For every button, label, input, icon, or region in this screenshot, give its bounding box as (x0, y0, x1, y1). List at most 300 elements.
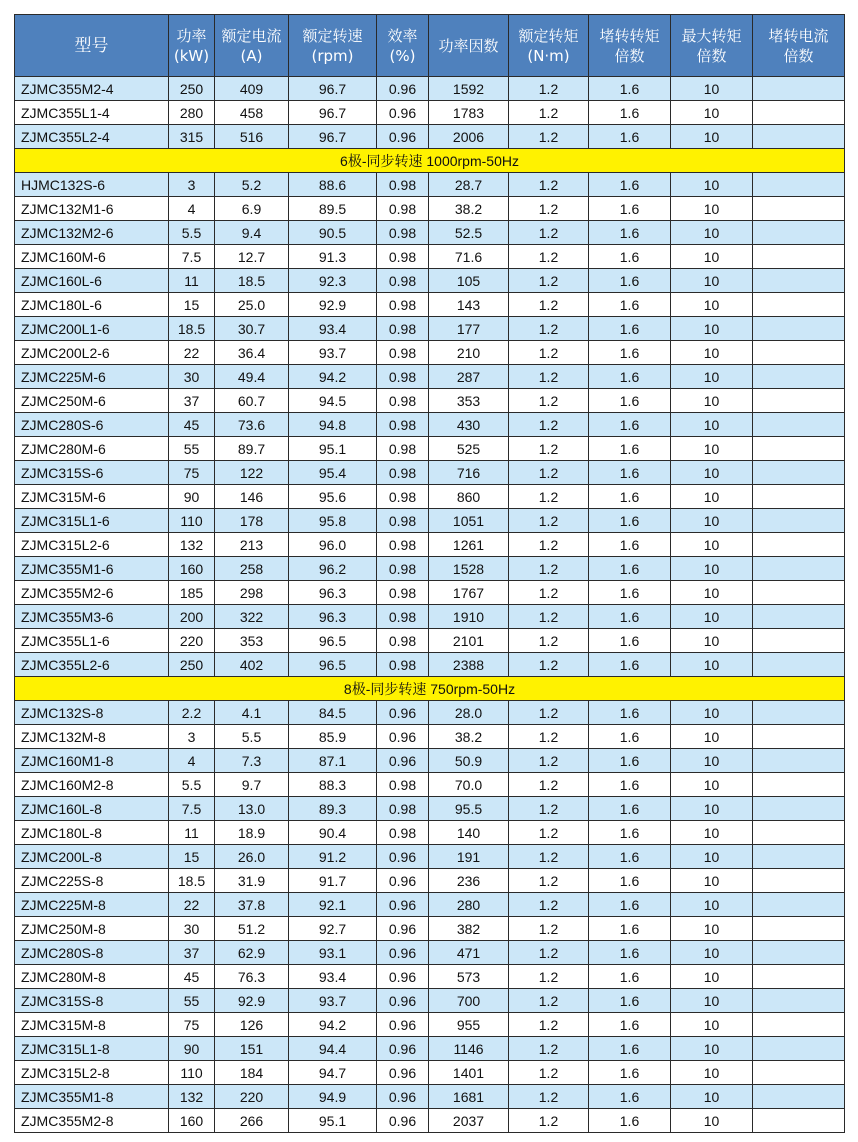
cell-max-torque: 10 (671, 413, 753, 437)
table-row (15, 365, 845, 389)
cell-model: ZJMC160L-8 (15, 797, 169, 821)
cell-power: 55 (169, 437, 215, 461)
table-row (15, 893, 845, 917)
cell-model: ZJMC225M-6 (15, 365, 169, 389)
cell-model: ZJMC280S-8 (15, 941, 169, 965)
cell-speed: 87.1 (289, 749, 377, 773)
cell-max-torque: 10 (671, 941, 753, 965)
cell-speed: 96.3 (289, 581, 377, 605)
cell-speed: 96.3 (289, 605, 377, 629)
cell-rated-torque: 1.2 (509, 1037, 589, 1061)
cell-locked-torque: 1.6 (589, 965, 671, 989)
header-rated-speed: 额定转速 (rpm) (289, 15, 377, 77)
table-row (15, 269, 845, 293)
cell-model: ZJMC225S-8 (15, 869, 169, 893)
cell-locked-torque: 1.6 (589, 845, 671, 869)
cell-locked-torque: 1.6 (589, 269, 671, 293)
cell-power-factor: 177 (429, 317, 509, 341)
table-row (15, 629, 845, 653)
cell-max-torque: 10 (671, 1061, 753, 1085)
cell-locked-current (753, 773, 845, 797)
cell-max-torque: 10 (671, 317, 753, 341)
cell-power: 37 (169, 389, 215, 413)
cell-current: 409 (215, 77, 289, 101)
cell-max-torque: 10 (671, 389, 753, 413)
header-rated-torque: 额定转矩 (N·m) (509, 15, 589, 77)
header-locked-rotor-torque: 堵转转矩 倍数 (589, 15, 671, 77)
cell-power-factor: 52.5 (429, 221, 509, 245)
cell-locked-torque: 1.6 (589, 797, 671, 821)
cell-efficiency: 0.98 (377, 197, 429, 221)
table-row (15, 917, 845, 941)
cell-locked-current (753, 749, 845, 773)
cell-locked-torque: 1.6 (589, 485, 671, 509)
cell-efficiency: 0.96 (377, 989, 429, 1013)
cell-efficiency: 0.98 (377, 557, 429, 581)
cell-speed: 96.2 (289, 557, 377, 581)
cell-locked-torque: 1.6 (589, 293, 671, 317)
cell-power: 15 (169, 845, 215, 869)
cell-efficiency: 0.98 (377, 485, 429, 509)
cell-efficiency: 0.96 (377, 125, 429, 149)
cell-power-factor: 287 (429, 365, 509, 389)
cell-power: 18.5 (169, 317, 215, 341)
cell-speed: 92.9 (289, 293, 377, 317)
table-row (15, 1109, 845, 1133)
cell-power-factor: 1146 (429, 1037, 509, 1061)
cell-current: 4.1 (215, 701, 289, 725)
section-header-row (15, 149, 845, 173)
cell-rated-torque: 1.2 (509, 389, 589, 413)
cell-power: 5.5 (169, 773, 215, 797)
cell-efficiency: 0.98 (377, 533, 429, 557)
table-row (15, 989, 845, 1013)
table-row (15, 605, 845, 629)
cell-model: ZJMC160M1-8 (15, 749, 169, 773)
cell-locked-current (753, 1109, 845, 1133)
cell-max-torque: 10 (671, 173, 753, 197)
cell-efficiency: 0.98 (377, 461, 429, 485)
cell-efficiency: 0.98 (377, 773, 429, 797)
cell-efficiency: 0.96 (377, 701, 429, 725)
cell-power-factor: 2037 (429, 1109, 509, 1133)
cell-model: ZJMC315S-8 (15, 989, 169, 1013)
cell-locked-torque: 1.6 (589, 533, 671, 557)
cell-power-factor: 2388 (429, 653, 509, 677)
cell-locked-current (753, 605, 845, 629)
cell-current: 298 (215, 581, 289, 605)
cell-max-torque: 10 (671, 749, 753, 773)
table-row (15, 77, 845, 101)
cell-current: 458 (215, 101, 289, 125)
cell-current: 353 (215, 629, 289, 653)
cell-efficiency: 0.98 (377, 413, 429, 437)
cell-rated-torque: 1.2 (509, 509, 589, 533)
cell-power: 132 (169, 533, 215, 557)
table-row (15, 461, 845, 485)
cell-efficiency: 0.96 (377, 725, 429, 749)
cell-current: 146 (215, 485, 289, 509)
cell-power-factor: 28.0 (429, 701, 509, 725)
cell-rated-torque: 1.2 (509, 581, 589, 605)
cell-speed: 94.4 (289, 1037, 377, 1061)
cell-locked-torque: 1.6 (589, 1037, 671, 1061)
cell-max-torque: 10 (671, 365, 753, 389)
cell-locked-torque: 1.6 (589, 773, 671, 797)
cell-efficiency: 0.96 (377, 941, 429, 965)
cell-power: 250 (169, 77, 215, 101)
cell-current: 31.9 (215, 869, 289, 893)
cell-power-factor: 38.2 (429, 197, 509, 221)
cell-speed: 89.5 (289, 197, 377, 221)
cell-power: 7.5 (169, 797, 215, 821)
cell-rated-torque: 1.2 (509, 317, 589, 341)
cell-speed: 96.7 (289, 77, 377, 101)
cell-locked-current (753, 533, 845, 557)
cell-power-factor: 236 (429, 869, 509, 893)
cell-efficiency: 0.96 (377, 77, 429, 101)
cell-power: 37 (169, 941, 215, 965)
header-rated-current: 额定电流 (A) (215, 15, 289, 77)
cell-speed: 96.5 (289, 653, 377, 677)
cell-efficiency: 0.98 (377, 821, 429, 845)
cell-model: ZJMC280M-6 (15, 437, 169, 461)
cell-model: ZJMC132M-8 (15, 725, 169, 749)
cell-locked-torque: 1.6 (589, 581, 671, 605)
cell-max-torque: 10 (671, 1013, 753, 1037)
cell-current: 89.7 (215, 437, 289, 461)
section-title: 6极-同步转速 1000rpm-50Hz (15, 149, 845, 173)
cell-locked-current (753, 1061, 845, 1085)
cell-max-torque: 10 (671, 1085, 753, 1109)
cell-model: ZJMC160L-6 (15, 269, 169, 293)
cell-locked-current (753, 845, 845, 869)
cell-rated-torque: 1.2 (509, 941, 589, 965)
cell-power-factor: 1528 (429, 557, 509, 581)
cell-max-torque: 10 (671, 869, 753, 893)
table-row (15, 389, 845, 413)
cell-locked-torque: 1.6 (589, 941, 671, 965)
cell-locked-current (753, 989, 845, 1013)
cell-locked-current (753, 413, 845, 437)
cell-rated-torque: 1.2 (509, 797, 589, 821)
cell-power: 315 (169, 125, 215, 149)
cell-power-factor: 1783 (429, 101, 509, 125)
cell-rated-torque: 1.2 (509, 437, 589, 461)
cell-power: 280 (169, 101, 215, 125)
table-row (15, 749, 845, 773)
cell-power: 90 (169, 1037, 215, 1061)
cell-rated-torque: 1.2 (509, 221, 589, 245)
cell-model: ZJMC160M-6 (15, 245, 169, 269)
cell-model: ZJMC132M2-6 (15, 221, 169, 245)
cell-power: 200 (169, 605, 215, 629)
table-row (15, 773, 845, 797)
cell-rated-torque: 1.2 (509, 245, 589, 269)
cell-efficiency: 0.98 (377, 293, 429, 317)
cell-current: 62.9 (215, 941, 289, 965)
cell-locked-torque: 1.6 (589, 605, 671, 629)
cell-speed: 89.3 (289, 797, 377, 821)
cell-locked-current (753, 509, 845, 533)
cell-max-torque: 10 (671, 845, 753, 869)
cell-locked-torque: 1.6 (589, 557, 671, 581)
cell-power: 132 (169, 1085, 215, 1109)
cell-power: 4 (169, 749, 215, 773)
cell-power-factor: 2101 (429, 629, 509, 653)
cell-locked-torque: 1.6 (589, 101, 671, 125)
cell-power: 15 (169, 293, 215, 317)
cell-current: 322 (215, 605, 289, 629)
cell-speed: 95.6 (289, 485, 377, 509)
cell-efficiency: 0.98 (377, 173, 429, 197)
cell-efficiency: 0.96 (377, 1109, 429, 1133)
cell-efficiency: 0.98 (377, 437, 429, 461)
cell-power-factor: 71.6 (429, 245, 509, 269)
table-row (15, 941, 845, 965)
cell-power: 110 (169, 1061, 215, 1085)
cell-rated-torque: 1.2 (509, 125, 589, 149)
cell-model: ZJMC355M2-4 (15, 77, 169, 101)
cell-efficiency: 0.96 (377, 869, 429, 893)
cell-power: 185 (169, 581, 215, 605)
cell-model: ZJMC250M-8 (15, 917, 169, 941)
cell-efficiency: 0.96 (377, 893, 429, 917)
cell-power-factor: 2006 (429, 125, 509, 149)
cell-rated-torque: 1.2 (509, 893, 589, 917)
cell-current: 76.3 (215, 965, 289, 989)
cell-current: 122 (215, 461, 289, 485)
cell-current: 126 (215, 1013, 289, 1037)
cell-model: ZJMC315L1-6 (15, 509, 169, 533)
cell-rated-torque: 1.2 (509, 605, 589, 629)
cell-efficiency: 0.98 (377, 581, 429, 605)
cell-model: ZJMC355L1-4 (15, 101, 169, 125)
cell-speed: 88.3 (289, 773, 377, 797)
cell-max-torque: 10 (671, 533, 753, 557)
cell-locked-current (753, 221, 845, 245)
cell-locked-torque: 1.6 (589, 653, 671, 677)
cell-model: ZJMC315S-6 (15, 461, 169, 485)
table-row (15, 581, 845, 605)
cell-model: ZJMC355L2-6 (15, 653, 169, 677)
cell-power: 75 (169, 461, 215, 485)
cell-power-factor: 700 (429, 989, 509, 1013)
cell-efficiency: 0.98 (377, 245, 429, 269)
cell-locked-torque: 1.6 (589, 389, 671, 413)
cell-efficiency: 0.98 (377, 221, 429, 245)
cell-current: 51.2 (215, 917, 289, 941)
table-row (15, 1061, 845, 1085)
cell-rated-torque: 1.2 (509, 197, 589, 221)
cell-power-factor: 716 (429, 461, 509, 485)
cell-power-factor: 471 (429, 941, 509, 965)
cell-model: ZJMC355M1-6 (15, 557, 169, 581)
cell-current: 37.8 (215, 893, 289, 917)
cell-max-torque: 10 (671, 581, 753, 605)
cell-current: 5.2 (215, 173, 289, 197)
motor-spec-table (14, 14, 845, 1133)
table-row (15, 245, 845, 269)
cell-max-torque: 10 (671, 293, 753, 317)
table-row (15, 125, 845, 149)
cell-rated-torque: 1.2 (509, 1109, 589, 1133)
cell-efficiency: 0.96 (377, 101, 429, 125)
cell-power-factor: 191 (429, 845, 509, 869)
cell-rated-torque: 1.2 (509, 557, 589, 581)
cell-locked-torque: 1.6 (589, 221, 671, 245)
cell-power: 11 (169, 269, 215, 293)
cell-locked-current (753, 965, 845, 989)
cell-power: 22 (169, 341, 215, 365)
table-row (15, 1085, 845, 1109)
cell-speed: 91.2 (289, 845, 377, 869)
table-row (15, 557, 845, 581)
cell-max-torque: 10 (671, 989, 753, 1013)
cell-rated-torque: 1.2 (509, 965, 589, 989)
cell-locked-torque: 1.6 (589, 341, 671, 365)
table-row (15, 1037, 845, 1061)
cell-power-factor: 28.7 (429, 173, 509, 197)
cell-rated-torque: 1.2 (509, 269, 589, 293)
cell-current: 73.6 (215, 413, 289, 437)
cell-power-factor: 353 (429, 389, 509, 413)
cell-max-torque: 10 (671, 797, 753, 821)
table-row (15, 1013, 845, 1037)
cell-power-factor: 140 (429, 821, 509, 845)
cell-locked-torque: 1.6 (589, 893, 671, 917)
cell-power-factor: 1261 (429, 533, 509, 557)
cell-locked-current (753, 1013, 845, 1037)
cell-power: 160 (169, 557, 215, 581)
cell-power: 11 (169, 821, 215, 845)
cell-rated-torque: 1.2 (509, 461, 589, 485)
header-max-torque: 最大转矩 倍数 (671, 15, 753, 77)
cell-current: 9.7 (215, 773, 289, 797)
cell-model: ZJMC180L-8 (15, 821, 169, 845)
motor-spec-sheet (14, 14, 844, 1133)
cell-model: ZJMC315L2-8 (15, 1061, 169, 1085)
cell-current: 18.5 (215, 269, 289, 293)
cell-power: 110 (169, 509, 215, 533)
table-row (15, 101, 845, 125)
cell-speed: 90.5 (289, 221, 377, 245)
cell-locked-torque: 1.6 (589, 245, 671, 269)
cell-max-torque: 10 (671, 893, 753, 917)
header-locked-rotor-current: 堵转电流 倍数 (753, 15, 845, 77)
cell-max-torque: 10 (671, 725, 753, 749)
table-row (15, 965, 845, 989)
cell-power-factor: 50.9 (429, 749, 509, 773)
cell-locked-torque: 1.6 (589, 365, 671, 389)
cell-efficiency: 0.96 (377, 845, 429, 869)
cell-rated-torque: 1.2 (509, 917, 589, 941)
cell-model: ZJMC355M3-6 (15, 605, 169, 629)
cell-speed: 85.9 (289, 725, 377, 749)
cell-locked-torque: 1.6 (589, 1109, 671, 1133)
cell-current: 7.3 (215, 749, 289, 773)
cell-model: ZJMC315L2-6 (15, 533, 169, 557)
table-row (15, 509, 845, 533)
cell-power-factor: 70.0 (429, 773, 509, 797)
cell-speed: 95.1 (289, 437, 377, 461)
cell-max-torque: 10 (671, 101, 753, 125)
cell-efficiency: 0.96 (377, 1013, 429, 1037)
cell-locked-current (753, 557, 845, 581)
cell-rated-torque: 1.2 (509, 533, 589, 557)
cell-speed: 95.8 (289, 509, 377, 533)
cell-power: 5.5 (169, 221, 215, 245)
cell-current: 36.4 (215, 341, 289, 365)
cell-max-torque: 10 (671, 437, 753, 461)
cell-power-factor: 1910 (429, 605, 509, 629)
cell-model: ZJMC280M-8 (15, 965, 169, 989)
cell-locked-current (753, 77, 845, 101)
cell-speed: 96.7 (289, 125, 377, 149)
cell-speed: 91.7 (289, 869, 377, 893)
cell-locked-current (753, 389, 845, 413)
cell-locked-current (753, 725, 845, 749)
cell-model: HJMC132S-6 (15, 173, 169, 197)
cell-current: 213 (215, 533, 289, 557)
header-row (15, 15, 845, 77)
cell-current: 402 (215, 653, 289, 677)
cell-max-torque: 10 (671, 557, 753, 581)
table-row (15, 317, 845, 341)
cell-model: ZJMC160M2-8 (15, 773, 169, 797)
cell-locked-current (753, 581, 845, 605)
cell-model: ZJMC355M1-8 (15, 1085, 169, 1109)
cell-max-torque: 10 (671, 773, 753, 797)
cell-rated-torque: 1.2 (509, 989, 589, 1013)
cell-power: 18.5 (169, 869, 215, 893)
cell-model: ZJMC180L-6 (15, 293, 169, 317)
cell-locked-current (753, 941, 845, 965)
cell-speed: 84.5 (289, 701, 377, 725)
cell-power: 3 (169, 725, 215, 749)
cell-locked-torque: 1.6 (589, 1061, 671, 1085)
cell-efficiency: 0.98 (377, 653, 429, 677)
cell-efficiency: 0.98 (377, 509, 429, 533)
cell-power: 45 (169, 413, 215, 437)
cell-model: ZJMC200L2-6 (15, 341, 169, 365)
cell-max-torque: 10 (671, 269, 753, 293)
cell-max-torque: 10 (671, 245, 753, 269)
table-row (15, 725, 845, 749)
cell-speed: 93.4 (289, 317, 377, 341)
cell-locked-torque: 1.6 (589, 749, 671, 773)
cell-rated-torque: 1.2 (509, 77, 589, 101)
cell-rated-torque: 1.2 (509, 173, 589, 197)
cell-speed: 93.4 (289, 965, 377, 989)
cell-speed: 92.1 (289, 893, 377, 917)
cell-locked-torque: 1.6 (589, 701, 671, 725)
cell-current: 92.9 (215, 989, 289, 1013)
table-row (15, 797, 845, 821)
cell-locked-current (753, 269, 845, 293)
table-row (15, 173, 845, 197)
cell-speed: 96.0 (289, 533, 377, 557)
cell-locked-torque: 1.6 (589, 461, 671, 485)
cell-power: 220 (169, 629, 215, 653)
cell-current: 25.0 (215, 293, 289, 317)
cell-locked-current (753, 197, 845, 221)
cell-current: 49.4 (215, 365, 289, 389)
table-row (15, 845, 845, 869)
cell-locked-torque: 1.6 (589, 917, 671, 941)
cell-current: 178 (215, 509, 289, 533)
cell-locked-torque: 1.6 (589, 725, 671, 749)
